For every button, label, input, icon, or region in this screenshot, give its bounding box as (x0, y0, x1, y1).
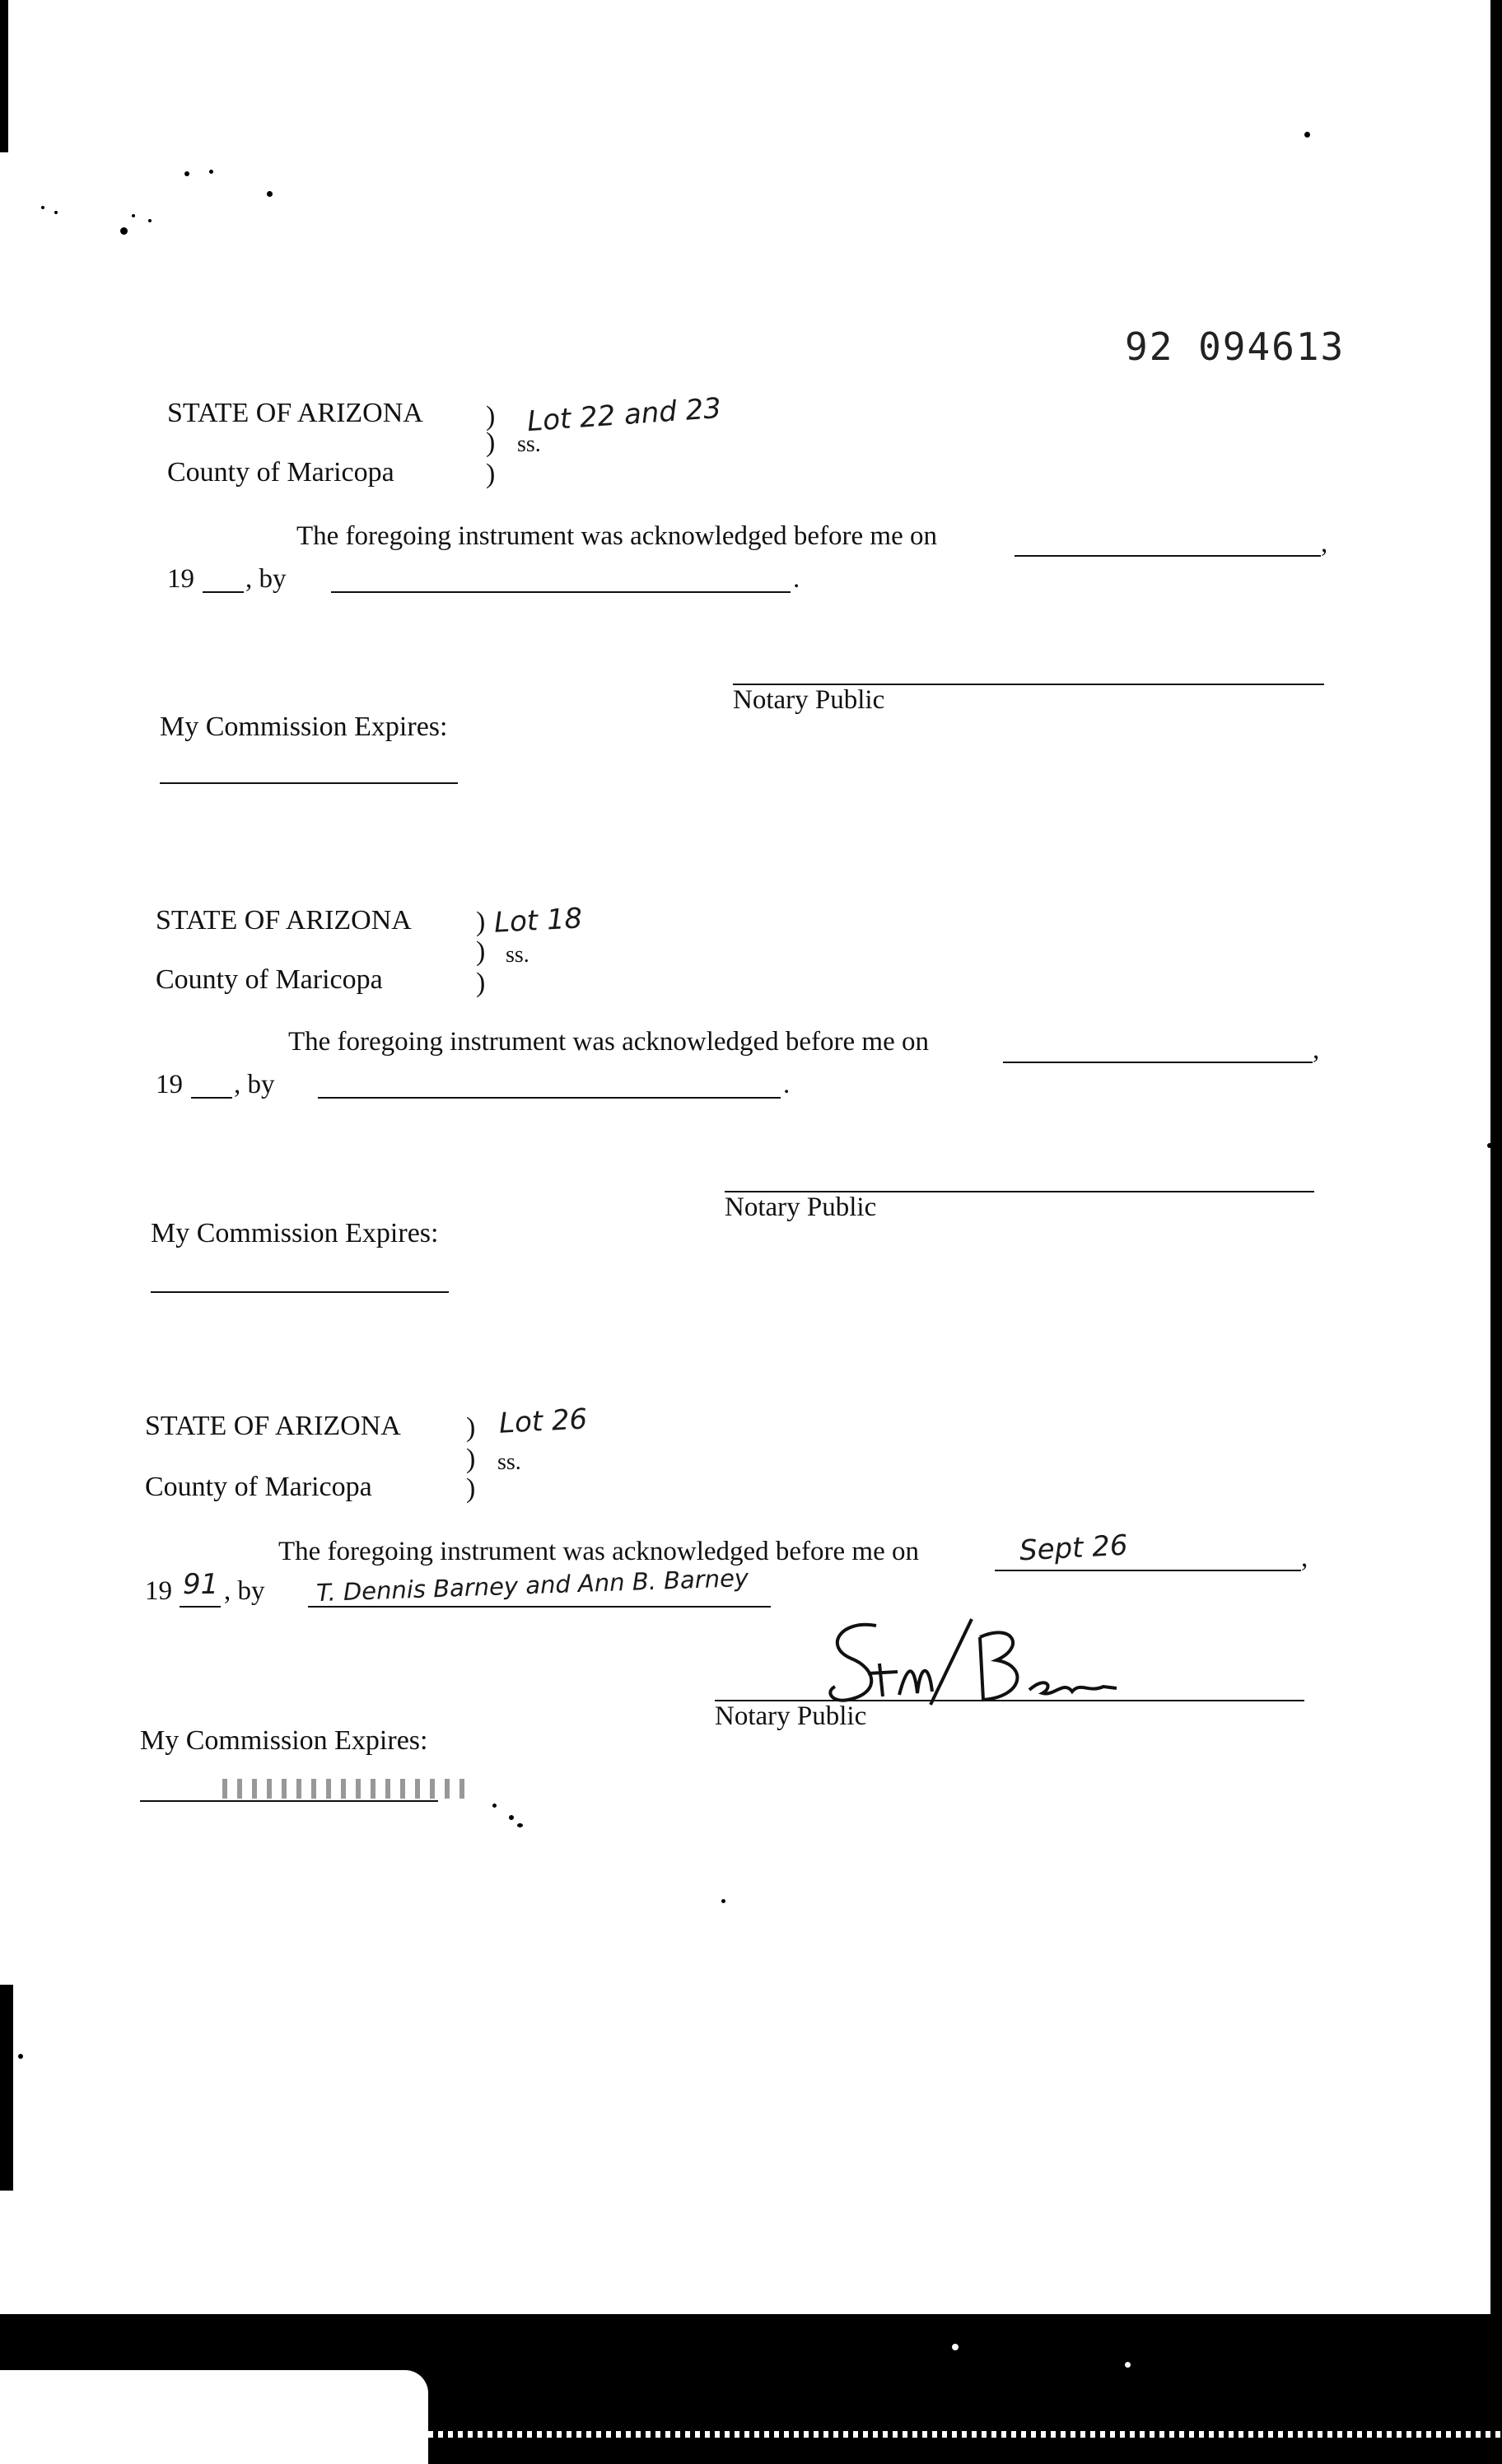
lot-note: Lot 26 (498, 1402, 589, 1440)
lot-note: Lot 18 (493, 902, 584, 940)
scan-speck (952, 2344, 959, 2350)
paren: ) (466, 1473, 476, 1504)
written-date: Sept 26 (1019, 1528, 1129, 1568)
comma: , (1313, 1035, 1320, 1065)
paren: ) (476, 936, 486, 967)
scan-edge-right (1490, 0, 1502, 2464)
scan-speck (1304, 132, 1310, 138)
period: . (783, 1070, 791, 1099)
scan-speck (18, 2054, 23, 2059)
scan-edge-lower-left (0, 1985, 13, 2191)
scan-speck (517, 1823, 523, 1827)
commission-date-blank (151, 1291, 449, 1293)
paren: ) (476, 907, 486, 937)
year-blank (203, 591, 244, 593)
year-prefix: 19 (167, 564, 194, 594)
scan-speck (492, 1804, 497, 1808)
scan-speck (267, 191, 273, 197)
county-label: County of Maricopa (156, 964, 383, 995)
county-label: County of Maricopa (167, 457, 394, 488)
date-blank (1003, 1062, 1313, 1063)
paren: ) (466, 1412, 476, 1443)
county-label: County of Maricopa (145, 1472, 372, 1502)
notary-public-label: Notary Public (733, 685, 885, 715)
date-blank (1015, 555, 1321, 557)
scan-white-patch (0, 2370, 428, 2464)
document-number: 92 094613 (1125, 324, 1346, 369)
comma: , (1301, 1543, 1308, 1573)
by-blank (308, 1606, 771, 1608)
year-prefix: 19 (156, 1070, 183, 1099)
scan-speck (184, 171, 189, 176)
ss-label: ss. (497, 1449, 521, 1475)
scan-speck (509, 1815, 514, 1820)
scan-speck (721, 1899, 725, 1903)
commission-date-blank (140, 1800, 438, 1802)
paren: ) (486, 401, 496, 432)
acknowledgement-text: The foregoing instrument was acknowledged before me on (288, 1027, 929, 1057)
scan-speck (1125, 2362, 1131, 2368)
scan-speck (1487, 1143, 1492, 1148)
scan-speck (120, 227, 128, 235)
commission-expires-label: My Commission Expires: (151, 1218, 439, 1248)
commission-expires-label: My Commission Expires: (140, 1725, 428, 1756)
by-label: , by (245, 564, 287, 594)
written-year: 91 (183, 1568, 219, 1601)
comma: , (1321, 529, 1328, 558)
written-names: T. Dennis Barney and Ann B. Barney (315, 1563, 749, 1608)
faded-commission-date (222, 1779, 469, 1799)
by-label: , by (234, 1070, 275, 1099)
year-prefix: 19 (145, 1576, 172, 1606)
scan-bottom-strip (428, 2431, 1502, 2438)
paren: ) (466, 1444, 476, 1474)
by-label: , by (224, 1576, 265, 1606)
notary-public-label: Notary Public (725, 1192, 877, 1222)
scan-edge-left (0, 0, 8, 152)
scan-speck (132, 214, 135, 217)
notary-signature (807, 1614, 1120, 1713)
commission-date-blank (160, 782, 458, 784)
period: . (793, 564, 800, 594)
acknowledgement-text: The foregoing instrument was acknowledged before me on (296, 521, 937, 551)
ss-label: ss. (517, 432, 541, 457)
paren: ) (486, 427, 496, 458)
notary-public-label: Notary Public (715, 1701, 867, 1731)
year-blank (180, 1606, 221, 1608)
date-blank (995, 1570, 1301, 1571)
acknowledgement-text: The foregoing instrument was acknowledged before me on (278, 1537, 919, 1566)
paren: ) (476, 968, 486, 998)
state-label: STATE OF ARIZONA (156, 905, 412, 936)
scan-speck (209, 170, 213, 174)
lot-note: Lot 22 and 23 (525, 391, 723, 439)
scan-speck (148, 219, 152, 222)
paren: ) (486, 459, 496, 489)
state-label: STATE OF ARIZONA (167, 398, 423, 428)
scan-speck (41, 206, 44, 209)
year-blank (191, 1097, 232, 1099)
ss-label: ss. (506, 942, 529, 968)
scan-speck (54, 211, 58, 214)
state-label: STATE OF ARIZONA (145, 1411, 401, 1441)
by-blank (318, 1097, 781, 1099)
commission-expires-label: My Commission Expires: (160, 712, 448, 742)
by-blank (331, 591, 791, 593)
